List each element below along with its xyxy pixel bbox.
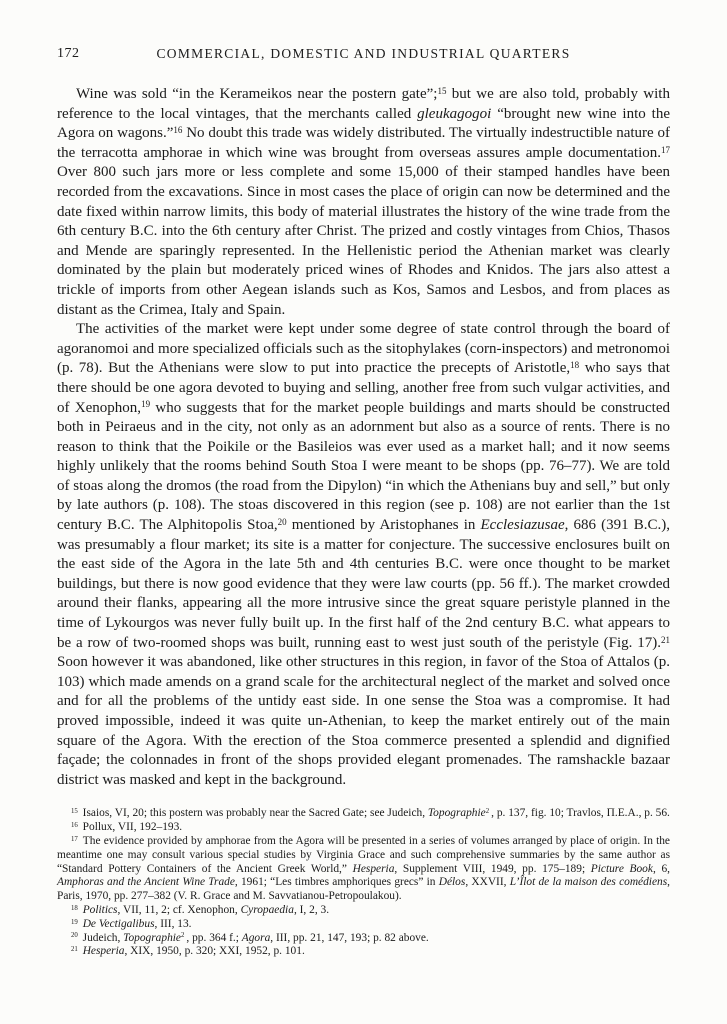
footnote [57,932,670,946]
text-run: who suggests that for the market people buildings and marts should be constructed both in Peiraeus and in the city, not only as an adornment but also as a source of rents. There is no reason to think that the Poikile or the Basileios was ever used as a market hall; and it now seems highly unlikely that the rooms behind South Stoa I were meant to be shops (pp. 76–77). We are told of stoas along the dromos (the road from the Dipylon) “in which the Athenians buy and sell,” but only by late authors (p. 108). The stoas discovered in this region (see p. 108) are not earlier than the 1st century B.C. The Alphitopolis Stoa, [57,399,670,534]
italic-text: Ecclesiazusae [480,517,565,534]
body-text [57,85,670,790]
footnote-number: 15 [71,808,78,816]
footnotes [57,807,670,959]
text-run: , XXVII, [465,876,510,889]
footnote [57,835,670,904]
running-title: COMMERCIAL, DOMESTIC AND INDUSTRIAL QUARTERS [156,46,571,61]
footnote [57,904,670,918]
footnote-number: 19 [71,918,78,926]
italic-text: Picture Book [590,862,653,875]
text-run: who says that there should be one agora devoted to buying and selling, another free from such vulgar activities, and of Xenophon, [57,360,670,416]
page-number: 172 [57,46,80,61]
footnote-reference: 21 [661,634,670,645]
italic-text: Hesperia [82,945,125,958]
italic-text: Amphoras and the Ancient Wine Trade [57,876,235,889]
paragraph [57,85,670,320]
footnote-number: 20 [71,932,78,940]
text-run: , Paris, 1970, pp. 277–382 (V. R. Grace and M. Savvatianou-Petropoulakou). [57,876,671,903]
footnote [57,918,670,932]
text-run: Soon however it was abandoned, like other structures in this region, in favor of the Stoa of Attalos (p. 103) which made amends on a grand scale for the architectural neglect of the market and solved once and for all the problems of the untidy east side. In one sense the Stoa was a compromise. It had proved impossible, indeed it was quite un-Athenian, to keep the market entirely out of the main square of the Agora. With the erection of the Stoa commerce presented a splendid and dignified façade; the colonnades in front of the shops provided elegant promenades. The ramshackle bazaar district was masked and kept in the background. [57,654,670,788]
text-run: , I, 2, 3. [293,903,330,916]
text-run: , 1961; “Les timbres amphoriques grecs” in [234,876,439,889]
footnote-number: 17 [71,835,78,843]
italic-text: Cyropaedia [240,903,294,916]
footnote [57,807,670,821]
footnote-reference: 15 [437,85,447,96]
footnote [57,945,670,959]
footnote-number: 21 [71,946,78,954]
italic-text: Hesperia [352,862,395,875]
text-run: Isaios, VI, 20; this postern was probably near the Sacred Gate; see Judeich, [79,807,428,820]
italic-text: Topographie [427,807,486,820]
text-run: , p. 137, fig. 10; Travlos, Π.Ε.Α., p. 56. [491,807,670,820]
footnote-reference: 20 [277,517,287,528]
italic-text: Délos [438,876,466,889]
text-run: Pollux, VII, 192–193. [79,821,183,834]
text-run: No doubt this trade was widely distributed. The virtually indestructible nature of the terracotta amphorae in which wine was brought from overseas assures ample documentation. [57,125,670,161]
italic-text: Politics [82,903,118,916]
text-run: The activities of the market were kept under some degree of state control through the board of agoranomoi and more specialized officials such as the sitophylakes (corn-inspectors) and metronomoi (p. 78). But the Athenians were slow to put into practice the precepts of Aristotle, [57,321,670,377]
text-run: , pp. 364 f.; [186,931,242,944]
footnote-number: 16 [71,822,78,830]
text-run: , Supplement VIII, 1949, pp. 175–189; [394,862,591,875]
page-header [57,46,670,62]
italic-text: Topographie [123,931,181,944]
text-run: mentioned by Aristophanes in [286,517,481,534]
footnote-reference: 19 [141,399,151,410]
footnote-reference: 18 [570,360,580,371]
text-run: , III, pp. 21, 147, 193; p. 82 above. [270,931,429,944]
italic-text: gleukagogoi [417,105,492,122]
italic-text: L’Îlot de la maison des comédiens [509,876,668,889]
text-run: The evidence provided by amphorae from the Agora will be presented in a series of volumes arranged by place of origin. In the meantime one may consult various special studies by Virginia Grace and such comprehensive summaries by the same author as “Standard Pottery Containers of the Ancient Greek World,” [57,834,670,875]
text-run: , VII, 11, 2; cf. Xenophon, [117,903,241,916]
text-run: Wine was sold “in the Kerameikos near the postern gate”; [76,86,438,102]
text-run: , 6, [652,862,670,875]
text-run: , III, 13. [154,917,192,930]
footnote-reference: 2 [485,808,490,816]
paragraph [57,320,670,790]
italic-text: Agora [241,931,271,944]
text-run: “brought new wine into the Agora on wagons.” [57,105,670,142]
footnote-reference: 16 [173,125,183,136]
footnote [57,821,670,835]
footnote-number: 18 [71,904,78,912]
italic-text: De Vectigalibus [82,917,155,930]
footnote-reference: 17 [661,144,670,155]
text-run: Judeich, [79,931,124,944]
text-run: but we are also told, probably with reference to the local vintages, that the merchants called [57,86,670,122]
text-run: , XIX, 1950, p. 320; XXI, 1952, p. 101. [124,945,305,958]
footnote-reference: 2 [180,932,185,940]
text-run: Over 800 such jars more or less complete and some 15,000 of their stamped handles have been recorded from the excavations. Since in most cases the place of origin can now be determined and the date fixed within narrow limits, this body of material illustrates the history of the wine trade from the 6th century B.C. into the 6th century after Christ. The prized and costly vintages from Chios, Thasos and Mende are sparingly represented. In the Hellenistic period the Athenian market was clearly dominated by the plain but moderately priced wines of Rhodes and Knidos. The jars also attest a trickle of imports from other Aegean islands such as Kos, Samos and Lesbos, and from places as distant as the Crimea, Italy and Spain. [57,164,670,318]
text-run: , 686 (391 B.C.), was presumably a flour market; its site is a matter for conjecture. The successive enclosures built on the east side of the Agora in the late 5th and 4th centuries B.C. were once thought to be market buildings, but there is now good evidence that they were law courts (pp. 56 ff.). The market crowded around their flanks, appearing all the more intrusive since the great square peristyle planned in the time of Lykourgos was never fully built up. In the first half of the 2nd century B.C. what appears to be a row of two-roomed shops was built, running east to west just south of the peristyle (Fig. 17). [57,517,671,651]
